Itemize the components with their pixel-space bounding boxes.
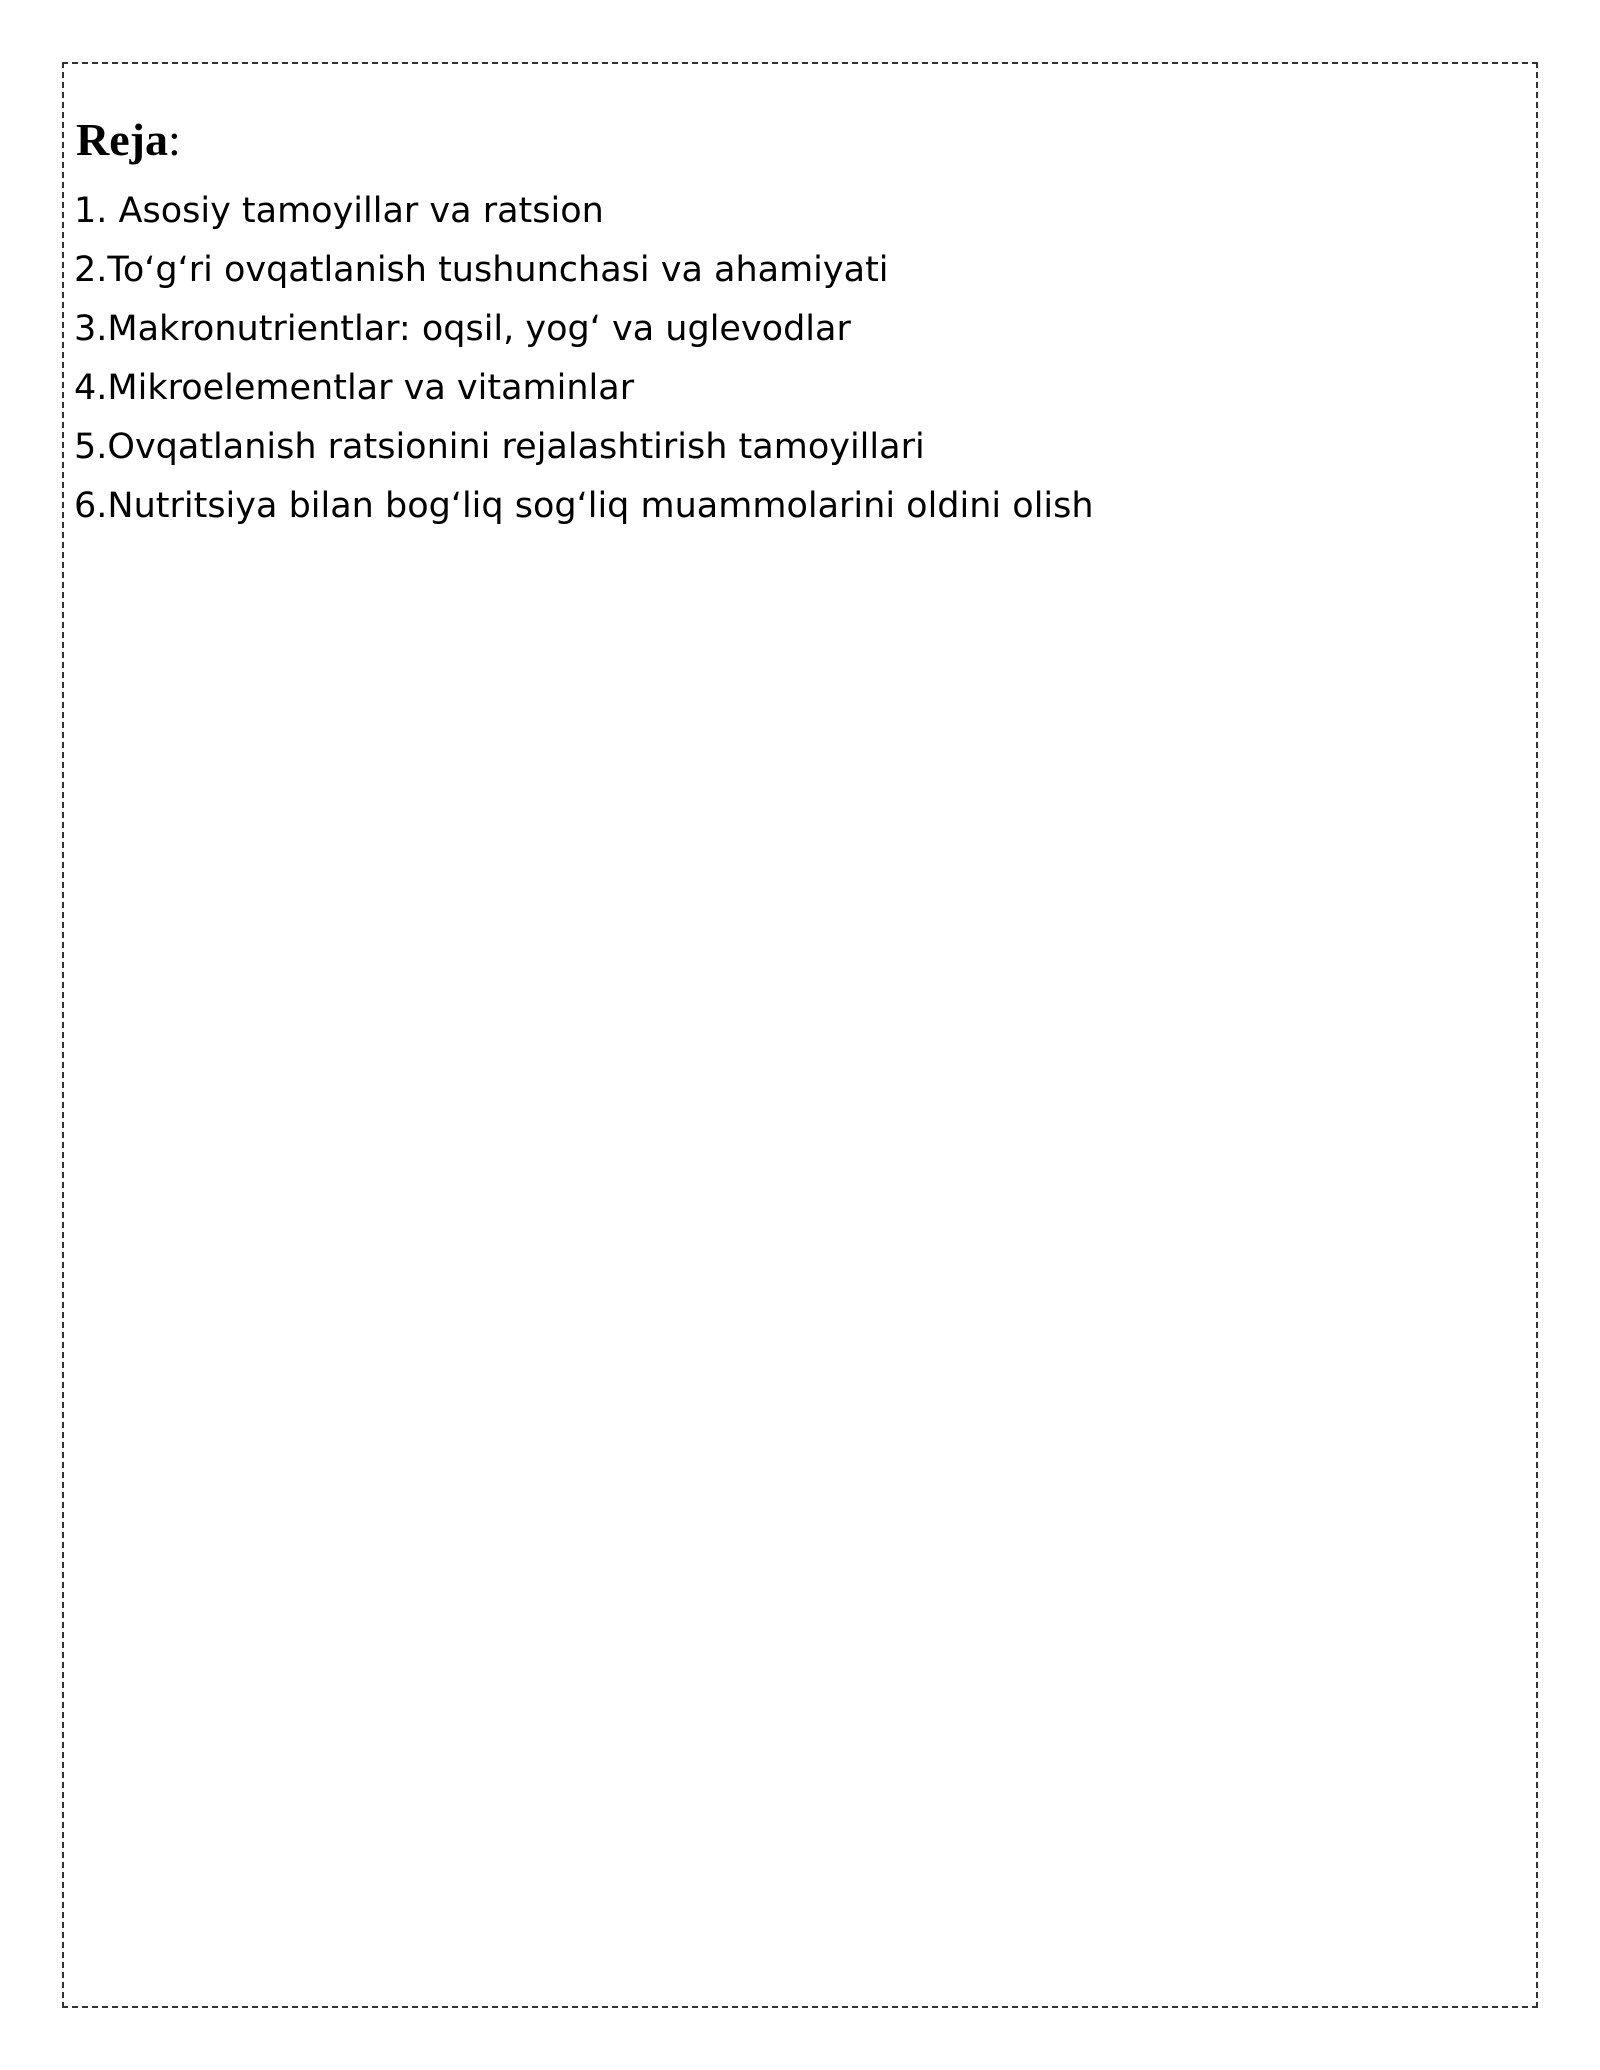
plan-item-6: 6.Nutritsiya bilan bog‘liq sog‘liq muammolarini oldini olish [74, 486, 1094, 526]
page-frame [62, 62, 1538, 2008]
plan-item-3: 3.Makronutrientlar: oqsil, yog‘ va uglevodlar [74, 309, 851, 349]
plan-item-2: 2.To‘g‘ri ovqatlanish tushunchasi va ahamiyati [74, 250, 889, 290]
plan-item-4: 4.Mikroelementlar va vitaminlar [74, 368, 635, 408]
plan-title [76, 112, 181, 167]
plan-title-colon: : [167, 114, 181, 165]
plan-list [74, 182, 1094, 536]
plan-item-5: 5.Ovqatlanish ratsionini rejalashtirish tamoyillari [74, 427, 925, 467]
plan-title-text: Reja [76, 114, 168, 165]
plan-item-1: 1. Asosiy tamoyillar va ratsion [74, 191, 604, 231]
